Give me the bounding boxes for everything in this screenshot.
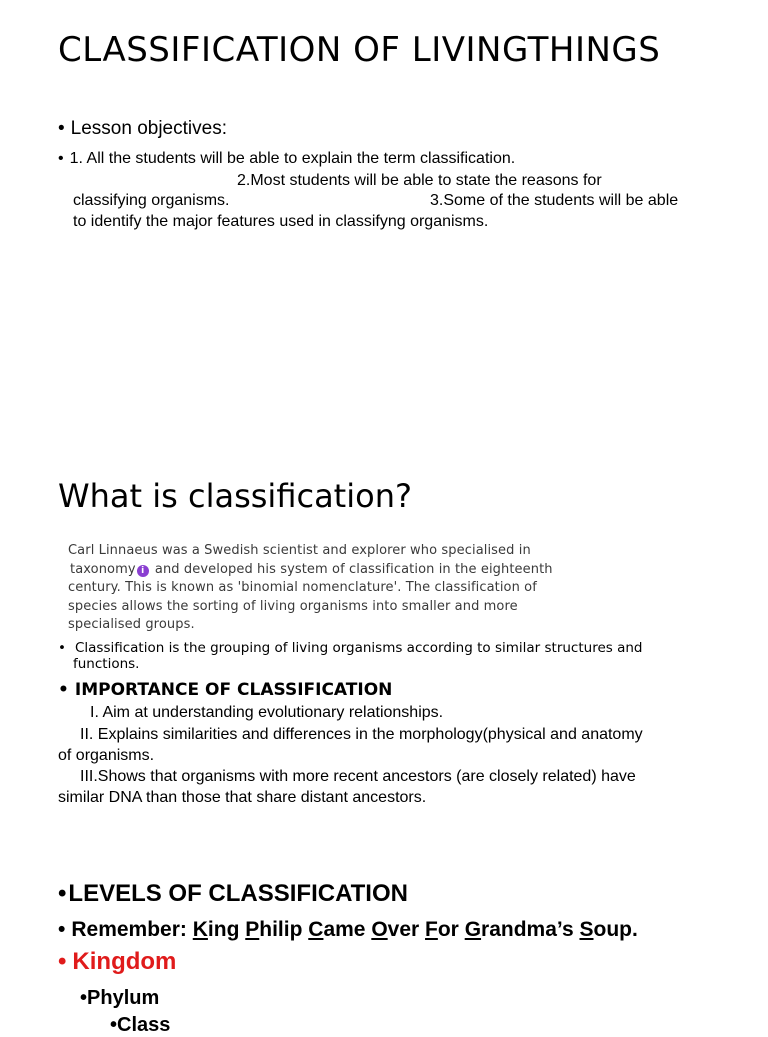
bullet-icon: •	[58, 118, 65, 139]
mnemonic-word: ing	[207, 918, 246, 941]
level-kingdom	[58, 948, 176, 976]
mnemonic-word: hilip	[259, 918, 309, 941]
mnemonic-word: oup.	[593, 918, 638, 941]
definition-line: functions.	[73, 656, 140, 672]
mnemonic-word: ver	[387, 918, 426, 941]
level-class-text: Class	[117, 1014, 171, 1036]
mnemonic-word: or	[437, 918, 465, 941]
mnemonic-word: randma’s	[481, 918, 580, 941]
level-class	[110, 1014, 170, 1037]
mnemonic-initial: P	[245, 918, 260, 941]
levels-heading	[58, 880, 408, 908]
excerpt-line: specialised groups.	[68, 617, 195, 632]
objectives-heading-text: Lesson objectives:	[70, 118, 227, 139]
objective-line	[58, 150, 515, 168]
level-kingdom-text: Kingdom	[72, 948, 177, 975]
levels-heading-text: LEVELS OF CLASSIFICATION	[68, 880, 408, 907]
excerpt-line: century. This is known as 'binomial nomenclature'. The classification of	[68, 580, 537, 595]
objective-line: to identify the major features used in classifyng organisms.	[73, 213, 489, 230]
excerpt-text: and developed his system of classification in the eighteenth	[154, 562, 553, 577]
mnemonic-initial: C	[308, 918, 324, 941]
mnemonic-initial: K	[192, 918, 208, 941]
mnemonic-initial: O	[371, 918, 388, 941]
excerpt-text: taxonomy	[70, 562, 136, 577]
bullet-icon: •	[58, 150, 64, 167]
bullet-icon: •	[58, 948, 67, 975]
bullet-icon: •	[58, 918, 66, 941]
mnemonic-initial: G	[464, 918, 482, 941]
objectives-heading	[58, 118, 227, 140]
bullet-icon: •	[110, 1014, 118, 1036]
bullet-icon: •	[58, 640, 66, 656]
level-phylum-text: Phylum	[87, 987, 160, 1009]
mnemonic-word: ame	[323, 918, 372, 941]
objective-line: classifying organisms.	[73, 192, 230, 209]
bullet-icon: •	[58, 680, 69, 700]
excerpt-line: species allows the sorting of living organisms into smaller and more	[68, 599, 518, 614]
importance-line: similar DNA than those that share distant ancestors.	[58, 789, 427, 806]
level-phylum	[80, 987, 159, 1010]
excerpt-line: Carl Linnaeus was a Swedish scientist and explorer who specialised in	[68, 543, 531, 558]
slide-title: CLASSIFICATION OF LIVINGTHINGS	[58, 30, 661, 70]
bullet-icon: •	[80, 987, 88, 1009]
objective-line: 3.Some of the students will be able	[430, 192, 679, 209]
excerpt-line	[70, 562, 553, 577]
section-title: What is classification?	[58, 477, 412, 515]
bullet-icon: •	[58, 880, 67, 907]
importance-line: of organisms.	[58, 747, 155, 764]
importance-heading	[58, 680, 392, 700]
mnemonic-initial: F	[425, 918, 438, 941]
definition-line	[58, 640, 642, 656]
mnemonic-initial: S	[579, 918, 594, 941]
mnemonic-line	[58, 918, 638, 942]
objective-line: 2.Most students will be able to state the reasons for	[237, 172, 602, 189]
info-icon[interactable]: i	[137, 565, 149, 577]
importance-heading-text: IMPORTANCE OF CLASSIFICATION	[74, 680, 393, 700]
importance-line: I. Aim at understanding evolutionary relationships.	[90, 704, 444, 721]
definition-text: Classification is the grouping of living organisms according to similar structures and	[74, 640, 643, 656]
remember-label: Remember:	[71, 918, 193, 941]
objective-text: 1. All the students will be able to explain the term classification.	[69, 150, 516, 167]
importance-line: III.Shows that organisms with more recent ancestors (are closely related) have	[80, 768, 636, 785]
importance-line: II. Explains similarities and differences in the morphology(physical and anatomy	[80, 726, 643, 743]
